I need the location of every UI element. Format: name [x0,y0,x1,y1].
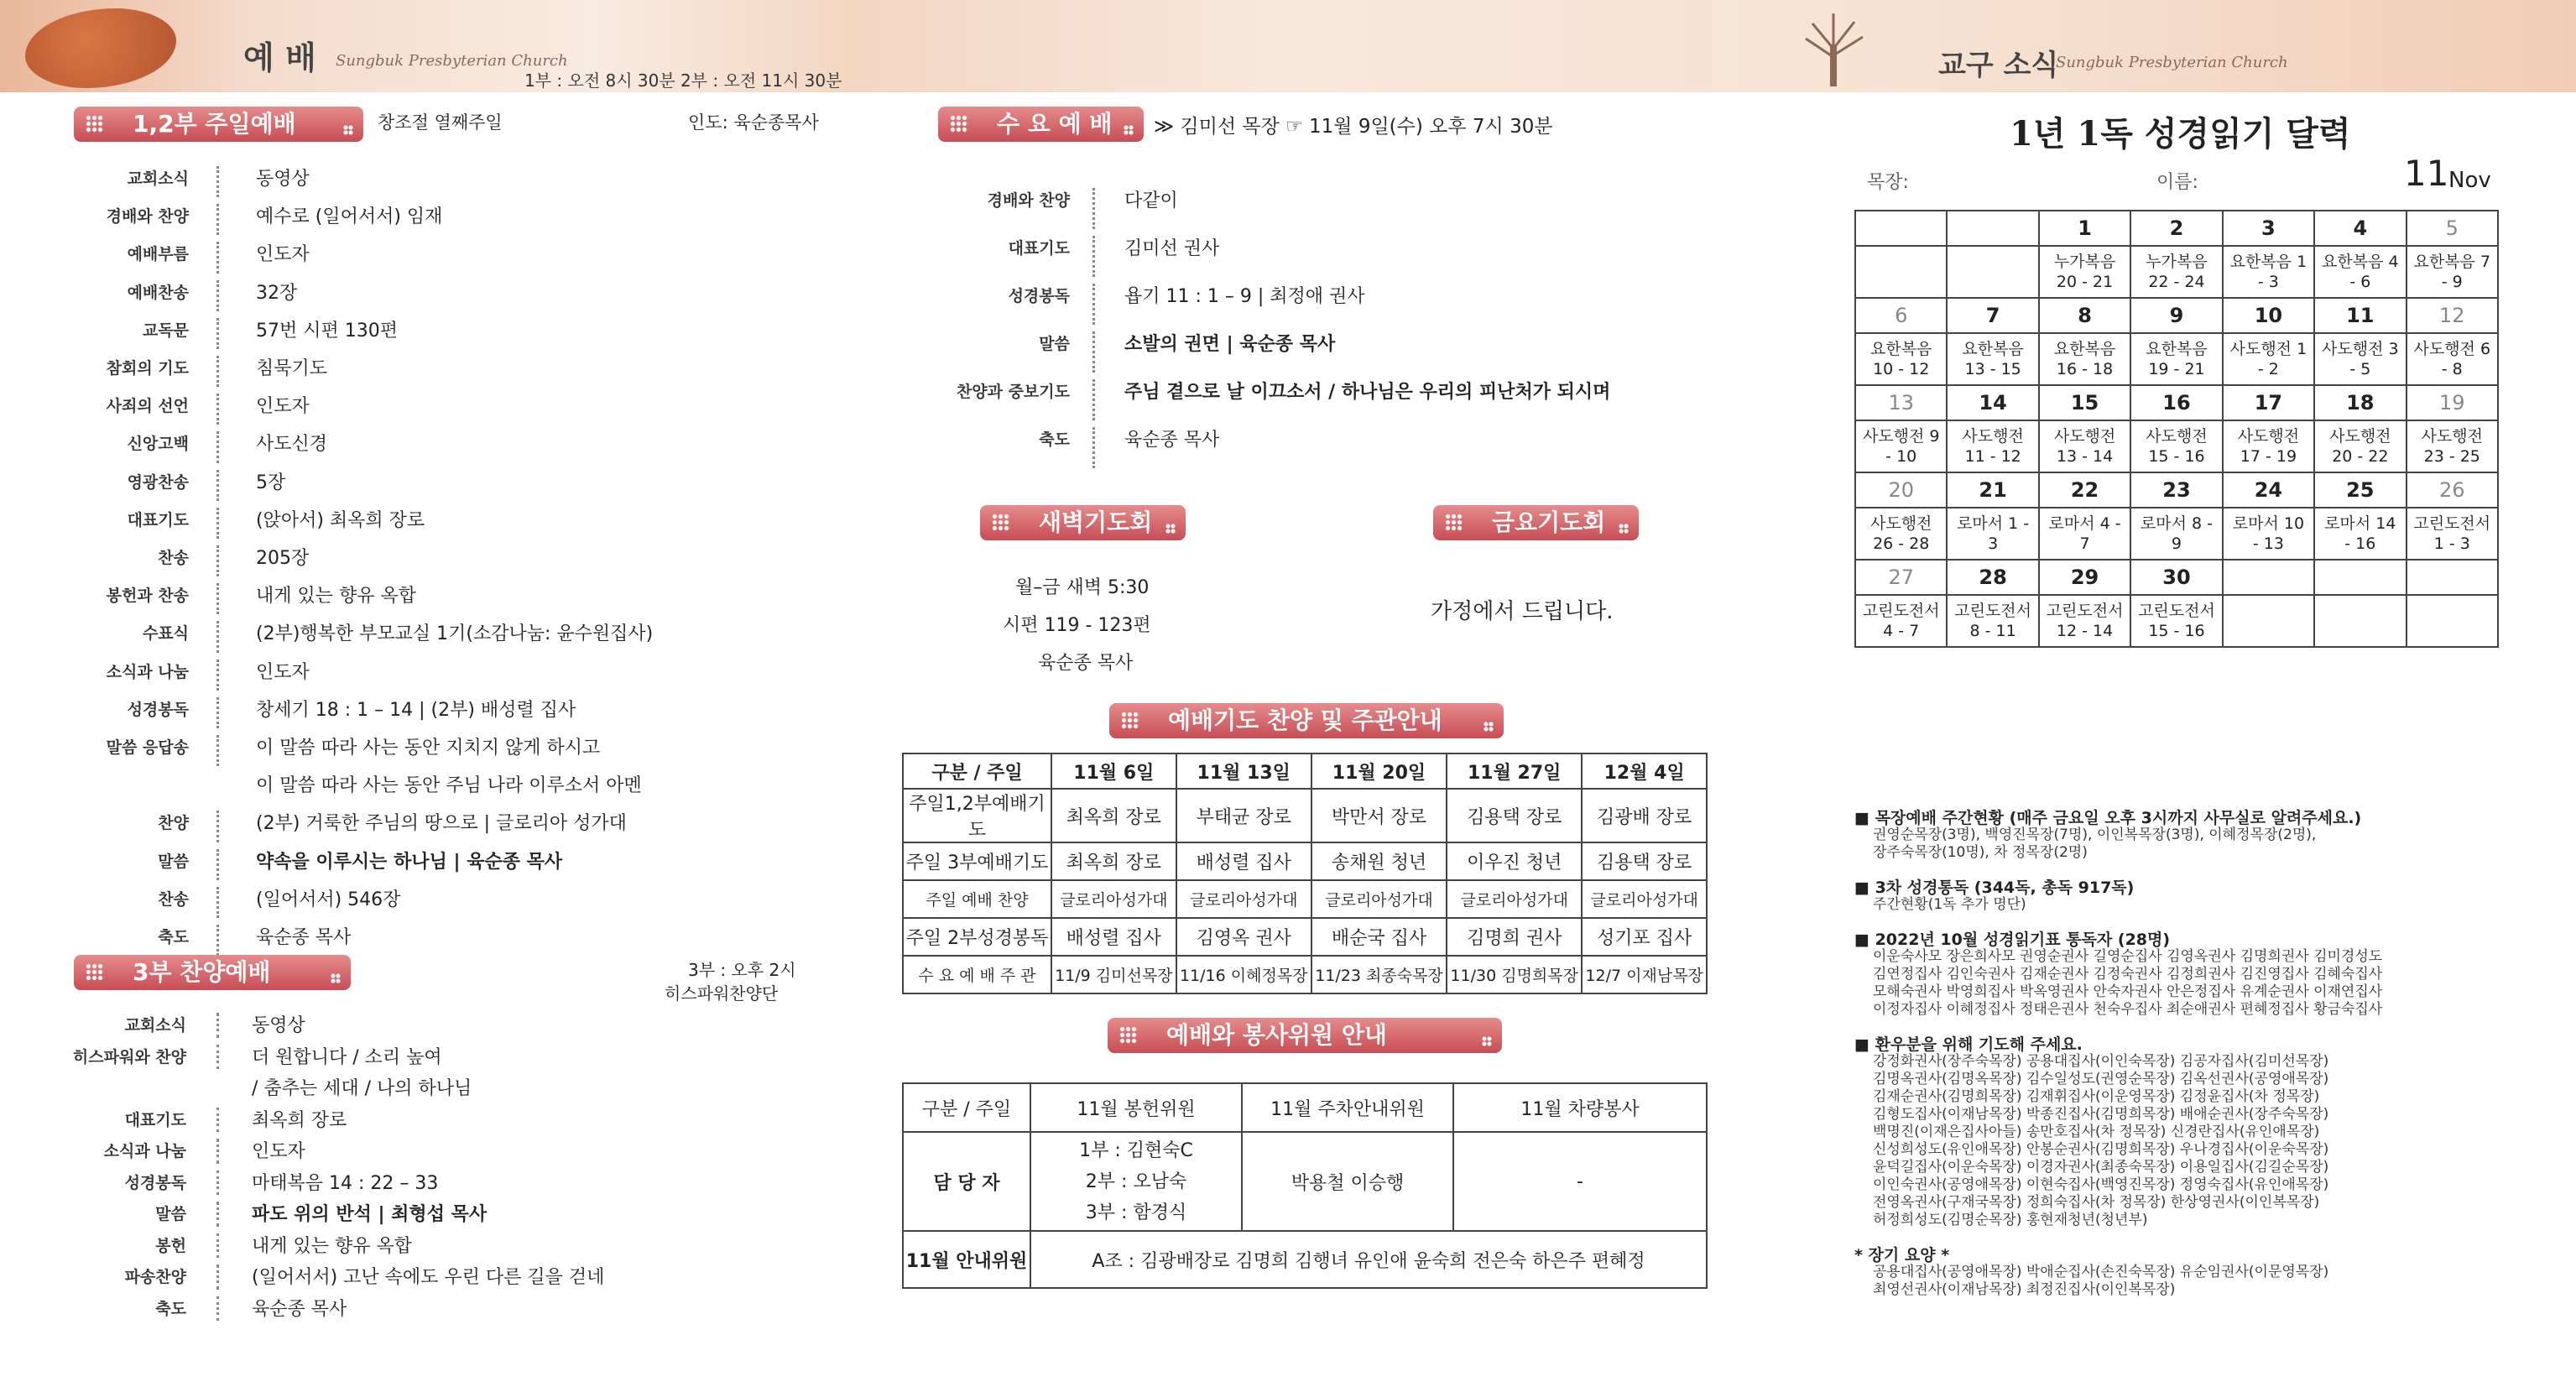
section-pill-wednesday: 수 요 예 배 [938,107,1144,142]
calendar-reading [2223,595,2314,647]
news-heading: * 장기 요양 * [1854,1246,1950,1264]
order-label: 찬양 [158,814,189,833]
calendar-day: 15 [2039,385,2130,420]
order-label: 교회소식 [124,1016,186,1035]
dotted-divider [216,508,224,539]
calendar-day: 23 [2130,472,2222,508]
duty-head-cell: 11월 6일 [1051,753,1176,789]
praise-time: 3부 : 오후 2시 [688,960,796,980]
calendar-reading: 요한복음 1 - 3 [2223,246,2314,298]
duty-cell: 글로리아성가대 [1051,880,1176,918]
dotted-divider [1092,188,1100,229]
month-number: 11 [2404,153,2449,194]
order-value: 소발의 권면 | 육순종 목사 [1124,334,1336,355]
order-value: 사도신경 [256,434,328,456]
calendar-reading: 로마서 8 - 9 [2130,508,2222,560]
calendar-day: 27 [1855,560,1947,595]
order-label: 대표기도 [124,1110,186,1129]
duty-cell: 김영옥 권사 [1176,918,1311,956]
order-value: 32장 [256,282,298,304]
dawn-line-3: 육순종 목사 [1038,653,1134,674]
serve-head-cell: 11월 차량봉사 [1453,1083,1707,1132]
calendar-reading: 요한복음 13 - 15 [1947,333,2038,385]
dotted-divider [216,1202,224,1227]
dotted-divider [216,925,224,956]
calendar-day [2223,560,2314,595]
calendar-reading [1947,246,2038,298]
duty-cell: 배성렬 집사 [1051,918,1176,956]
duty-cell: 김명희 권사 [1447,918,1582,956]
calendar-reading: 고린도전서 8 - 11 [1947,595,2038,647]
order-value: 욥기 11 : 1 – 9 | 최정애 권사 [1124,286,1365,307]
order-label: 참회의 기도 [106,359,189,378]
duty-cell: 11/30 김명희목장 [1447,956,1582,993]
duty-cell: 12/7 이재남목장 [1582,956,1707,993]
calendar-reading: 사도행전 15 - 16 [2130,420,2222,472]
calendar-day: 2 [2130,211,2222,246]
duty-cell: 김용택 장로 [1582,842,1707,880]
dotted-divider [216,545,224,576]
calendar-day: 1 [2039,211,2130,246]
order-value: (일어서서) 고난 속에도 우린 다른 길을 걷네 [252,1267,605,1288]
duty-cell: 11/16 이혜정목장 [1176,956,1311,993]
order-label: 대표기도 [1008,239,1070,258]
order-label: 교독문 [142,321,189,340]
calendar-day: 17 [2223,385,2314,420]
calendar-reading [2407,595,2498,647]
duty-cell: 배성렬 집사 [1176,842,1311,880]
dotted-divider [216,1013,224,1038]
order-value: 인도자 [256,396,310,418]
calendar-day: 14 [1947,385,2038,420]
calendar-reading: 고린도전서 4 - 7 [1855,595,1947,647]
calendar-day: 10 [2223,298,2314,333]
order-value: 57번 시편 130편 [256,320,398,342]
calendar-reading: 고린도전서 15 - 16 [2130,595,2222,647]
calendar-day: 19 [2407,385,2498,420]
calendar-day: 13 [1855,385,1947,420]
order-value: 마태복음 14 : 22 – 33 [252,1172,439,1194]
calendar-reading: 고린도전서 1 - 3 [2407,508,2498,560]
calendar-day: 12 [2407,298,2498,333]
duty-cell: 김용택 장로 [1447,789,1582,842]
order-value: 최옥희 장로 [252,1109,347,1131]
offering-member: 2부 : 오남숙 [1085,1171,1187,1192]
section-pill-dawn: 새벽기도회 [980,505,1186,540]
news-heading: ■ 3차 성경통독 (344독, 총독 917독) [1854,879,2135,897]
duty-table [902,753,1708,994]
parking-members: 박용철 이승행 [1242,1132,1453,1231]
order-value: 육순종 목사 [256,927,352,948]
order-label: 사죄의 선언 [106,397,189,416]
dotted-divider [1092,236,1100,277]
dotted-divider [216,660,224,691]
order-value: 창세기 18 : 1 – 14 | (2부) 배성렬 집사 [256,699,576,721]
order-value: 약속을 이루시는 하나님 | 육순종 목사 [256,851,563,873]
order-value: 205장 [256,548,310,569]
name-label: 이름: [2156,172,2198,193]
duty-head-cell: 11월 13일 [1176,753,1311,789]
order-label: 성경봉독 [124,1173,186,1192]
calendar-day: 11 [2314,298,2406,333]
order-value: 예수로 (일어서서) 임재 [256,206,443,228]
serve-row-label: 담 당 자 [903,1132,1030,1231]
worship-times: 1부 : 오전 8시 30분 2부 : 오전 11시 30분 [524,70,842,91]
duty-cell: 이우진 청년 [1447,842,1582,880]
order-label: 히스파워와 찬양 [72,1047,186,1066]
duty-cell: 최옥희 장로 [1051,789,1176,842]
news-line: 공용대집사(공영애목장) 박애순집사(손진숙목장) 유순임권사(이문영목장) [1873,1264,2329,1280]
order-label: 봉헌 [155,1236,186,1255]
duty-head-cell: 구분 / 주일 [903,753,1051,789]
dotted-divider [216,811,224,842]
dotted-divider [216,394,224,425]
calendar-day: 26 [2407,472,2498,508]
order-label: 교회소식 [127,169,189,188]
calendar-reading: 사도행전 11 - 12 [1947,420,2038,472]
order-value: 파도 위의 반석 | 최형섭 목사 [252,1204,488,1225]
sunday-leader: 인도: 육순종목사 [688,112,819,133]
duty-head-cell: 11월 27일 [1447,753,1582,789]
dawn-line-2: 시편 119 - 123편 [1003,615,1151,636]
section-pill-serve: 예배와 봉사위원 안내 [1108,1018,1502,1053]
order-value: (2부)행복한 부모교실 1기(소감나눔: 윤수원집사) [256,623,654,645]
news-line: 신성희성도(유인애목장) 안봉순권사(김명희목장) 우나경집사(이운숙목장) [1873,1141,2329,1158]
duty-cell: 글로리아성가대 [1311,880,1447,918]
calendar-day [2314,560,2406,595]
order-label: 경배와 찬양 [987,191,1070,210]
dotted-divider [216,356,224,387]
duty-cell: 11/23 최종숙목장 [1311,956,1447,993]
calendar-reading: 사도행전 1 - 2 [2223,333,2314,385]
dotted-divider [216,583,224,614]
order-label: 말씀 응답송 [106,738,189,757]
dotted-divider [216,166,224,197]
news-line: 이운숙사모 장은희사모 권영순권사 길영순집사 김영옥권사 김명희권사 김미경성도 [1873,948,2383,965]
calendar-reading: 사도행전 3 - 5 [2314,333,2406,385]
calendar-reading: 로마서 10 - 13 [2223,508,2314,560]
order-value: 내게 있는 향유 옥합 [256,586,416,607]
duty-cell: 주일 3부예배기도 [903,842,1051,880]
news-line: 이정자집사 이혜정집사 정태은권사 천숙우집사 최순애권사 편혜정집사 황금숙집사 [1873,1001,2383,1018]
season-subtitle: 창조절 열째주일 [378,112,503,133]
serve-head-cell: 11월 봉헌위원 [1030,1083,1242,1132]
duty-cell: 글로리아성가대 [1176,880,1311,918]
calendar-reading: 요한복음 19 - 21 [2130,333,2222,385]
praise-team: 히스파워찬양단 [665,983,779,1004]
order-value: 다같이 [1124,190,1178,211]
order-label: 축도 [158,928,189,946]
order-label: 예배찬송 [127,283,189,302]
calendar-day: 21 [1947,472,2038,508]
calendar-reading: 요한복음 10 - 12 [1855,333,1947,385]
right-header-banner [1712,0,2576,92]
section-pill-duty: 예배기도 찬양 및 주관안내 [1109,703,1504,738]
serve-table [902,1082,1708,1289]
order-label: 성경봉독 [1008,287,1070,305]
duty-cell: 주일1,2부예배기도 [903,789,1051,842]
dotted-divider [1092,379,1100,420]
vehicle-members: - [1453,1132,1707,1231]
duty-cell: 성기포 집사 [1582,918,1707,956]
dotted-divider [216,280,224,311]
tree-icon [1796,7,1871,86]
calendar-day: 29 [2039,560,2130,595]
news-line: 주간현황(1독 추가 명단) [1873,896,2026,913]
calendar-reading: 로마서 14 - 16 [2314,508,2406,560]
calendar-day: 24 [2223,472,2314,508]
order-label: 찬송 [158,889,189,909]
order-label: 소식과 나눔 [103,1142,186,1160]
order-label: 찬양과 중보기도 [956,383,1070,401]
duty-cell: 글로리아성가대 [1582,880,1707,918]
calendar-day: 8 [2039,298,2130,333]
parish-news-title: 교구 소식 [1938,49,2059,82]
calendar-day: 4 [2314,211,2406,246]
order-label: 영광찬송 [127,472,189,492]
news-heading: ■ 2022년 10월 성경읽기표 통독자 (28명) [1854,931,2171,949]
order-value: 5장 [256,472,286,493]
order-value: (일어서서) 546장 [256,889,401,910]
order-label: 축도 [1039,430,1070,449]
calendar-day: 5 [2407,211,2498,246]
serve-head-cell: 11월 주차안내위원 [1242,1083,1453,1132]
offering-member: 3부 : 함경식 [1085,1202,1187,1223]
order-value: 동영상 [252,1015,305,1036]
order-value: 동영상 [256,169,310,190]
friday-line: 가정에서 드립니다. [1431,599,1614,624]
calendar-reading: 사도행전 26 - 28 [1855,508,1947,560]
dotted-divider [216,242,224,273]
dotted-divider [216,849,224,880]
calendar-reading: 요한복음 16 - 18 [2039,333,2130,385]
section-pill-friday: 금요기도회 [1433,505,1639,540]
dotted-divider [216,1233,224,1259]
calendar-day: 30 [2130,560,2222,595]
dawn-line-1: 월–금 새벽 5:30 [1015,577,1150,598]
month-name: Nov [2448,168,2491,193]
calendar-title: 1년 1독 성경읽기 달력 [2010,114,2351,154]
order-value: (앉아서) 최옥희 장로 [256,509,425,531]
duty-cell: 글로리아성가대 [1447,880,1582,918]
order-label: 경배와 찬양 [106,207,189,227]
duty-cell: 수 요 예 배 주 관 [903,956,1051,993]
dotted-divider [1092,427,1100,468]
order-label: 말씀 [158,852,189,871]
order-label: 수표식 [142,624,189,644]
dotted-divider [1092,331,1100,373]
offering-member: 1부 : 김현숙C [1079,1139,1193,1161]
news-line: 최영선권사(이재남목장) 최정진집사(이인복목장) [1873,1281,2176,1298]
news-line: 김명옥권사(김명옥목장) 김수일성도(권영순목장) 김옥선권사(공영애목장) [1873,1071,2329,1087]
calendar-day [1855,211,1947,246]
news-line: 백명진(이재은집사아들) 송만호집사(차 정목장) 신경란집사(유인애목장) [1873,1124,2320,1140]
order-value: 주님 곁으로 날 이끄소서 / 하나님은 우리의 피난처가 되시며 [1124,382,1611,403]
news-heading: ■ 목장예배 주간현황 (매주 금요일 오후 3시까지 사무실로 알려주세요.) [1854,809,2362,827]
duty-cell: 부태균 장로 [1176,789,1311,842]
order-label: 축도 [155,1299,186,1318]
order-value: 육순종 목사 [252,1298,347,1320]
order-value: 인도자 [256,661,310,683]
serve-head-cell: 구분 / 주일 [903,1083,1030,1132]
calendar-reading: 로마서 4 - 7 [2039,508,2130,560]
dotted-divider [216,470,224,501]
calendar-reading: 고린도전서 12 - 14 [2039,595,2130,647]
leaf-icon [25,8,176,88]
calendar-day: 7 [1947,298,2038,333]
dotted-divider [216,1296,224,1322]
serve-row-label: 11월 안내위원 [903,1231,1030,1288]
order-value: 김미선 권사 [1124,238,1220,259]
calendar-day: 25 [2314,472,2406,508]
news-heading: ■ 환우분을 위해 기도해 주세요. [1854,1035,2083,1054]
dotted-divider [216,735,224,766]
dotted-divider [216,1139,224,1164]
news-line: 김재순권사(김명희목장) 김재휘집사(이운영목장) 김정윤집사(차 정목장) [1873,1088,2320,1105]
order-value: 인도자 [252,1141,305,1162]
dotted-divider [216,1171,224,1196]
news-line: 김연정집사 김인숙권사 김재순권사 김정숙권사 김정희권사 김진영집사 김혜숙집사 [1873,966,2383,983]
order-label: 대표기도 [127,510,189,529]
church-script-name-right: Sungbuk Presbyterian Church [2056,54,2288,71]
order-value: 이 말씀 따라 사는 동안 주님 나라 이루소서 아멘 [256,775,642,797]
calendar-day: 20 [1855,472,1947,508]
order-label: 말씀 [155,1205,186,1223]
order-value: 침묵기도 [256,358,328,379]
church-script-name: Sungbuk Presbyterian Church [336,52,568,70]
news-line: 허정희성도(김명순목장) 홍현재청년(청년부) [1873,1212,2148,1228]
order-value: 육순종 목사 [1124,430,1220,451]
calendar-reading: 사도행전 9 - 10 [1855,420,1947,472]
duty-head-cell: 12월 4일 [1582,753,1707,789]
order-label: 말씀 [1039,335,1070,353]
mokjang-label: 목장: [1867,172,1909,193]
dotted-divider [216,1045,224,1070]
order-value: 인도자 [256,244,310,266]
calendar-day: 6 [1855,298,1947,333]
calendar-day: 16 [2130,385,2222,420]
calendar-reading: 사도행전 13 - 14 [2039,420,2130,472]
calendar-day: 18 [2314,385,2406,420]
section-pill-praise: 3부 찬양예배 [74,955,351,990]
calendar-reading: 사도행전 20 - 22 [2314,420,2406,472]
order-value: 내게 있는 향유 옥합 [252,1235,412,1257]
duty-cell: 송채원 청년 [1311,842,1447,880]
dotted-divider [216,697,224,728]
calendar-reading: 사도행전 6 - 8 [2407,333,2498,385]
news-line: 권영순목장(3명), 백영진목장(7명), 이인복목장(3명), 이혜정목장(2명), [1873,826,2317,843]
dotted-divider [216,621,224,652]
duty-cell: 주일 예배 찬양 [903,880,1051,918]
news-line: 윤덕길집사(이운숙목장) 이경자권사(최종숙목장) 이용일집사(김길순목장) [1873,1159,2329,1176]
calendar-reading [1855,246,1947,298]
order-value: 이 말씀 따라 사는 동안 지치지 않게 하시고 [256,738,601,759]
order-label: 소식과 나눔 [106,662,189,681]
calendar-reading: 누가복음 20 - 21 [2039,246,2130,298]
worship-header-title: 예 배 [243,39,316,76]
dotted-divider [216,318,224,349]
middle-header-banner [847,0,1712,92]
calendar-day [1947,211,2038,246]
section-pill-sunday: 1,2부 주일예배 [74,107,363,142]
wednesday-info: ≫ 김미선 목장 ☞ 11월 9일(수) 오후 7시 30분 [1154,116,1553,138]
left-header-banner [0,0,847,92]
dotted-divider [216,1264,224,1290]
dotted-divider [216,887,224,918]
order-label: 파송찬양 [124,1268,186,1286]
calendar-reading [2314,595,2406,647]
duty-head-cell: 11월 20일 [1311,753,1447,789]
dotted-divider [216,431,224,462]
news-line: 이인숙권사(공영애목장) 이현숙집사(백영진목장) 정영숙집사(유인애목장) [1873,1176,2329,1193]
news-line: 장주숙목장(10명), 차 정목장(2명) [1873,844,2088,861]
calendar-reading: 요한복음 7 - 9 [2407,246,2498,298]
calendar-reading: 사도행전 23 - 25 [2407,420,2498,472]
news-line: 강정화권사(장주숙목장) 공용대집사(이인숙목장) 김공자집사(김미선목장) [1873,1053,2329,1070]
news-line: 모해숙권사 박영희집사 박옥영권사 안숙자권사 안은정집사 유계순권사 이재연집사 [1873,983,2383,1000]
news-line: 전영옥권사(구재국목장) 정희숙집사(차 정목장) 한상영권사(이인복목장) [1873,1194,2320,1211]
duty-cell: 김광배 장로 [1582,789,1707,842]
duty-cell: 박만서 장로 [1311,789,1447,842]
calendar-reading: 누가복음 22 - 24 [2130,246,2222,298]
duty-cell: 배순국 집사 [1311,918,1447,956]
dotted-divider [1092,284,1100,325]
calendar-reading: 사도행전 17 - 19 [2223,420,2314,472]
dotted-divider [216,204,224,235]
order-label: 찬송 [158,549,189,567]
news-line: 김형도집사(이재남목장) 박종진집사(김명희목장) 배애순권사(장주숙목장) [1873,1106,2329,1123]
calendar-day: 22 [2039,472,2130,508]
order-value: / 춤추는 세대 / 나의 하나님 [252,1078,472,1099]
reading-calendar [1854,210,2499,648]
order-label: 성경봉독 [127,700,189,719]
calendar-reading: 로마서 1 - 3 [1947,508,2038,560]
calendar-reading: 요한복음 4 - 6 [2314,246,2406,298]
duty-cell: 11/9 김미선목장 [1051,956,1176,993]
duty-cell: 주일 2부성경봉독 [903,918,1051,956]
calendar-day: 3 [2223,211,2314,246]
order-value: 더 원합니다 / 소리 높여 [252,1046,442,1068]
calendar-day [2407,560,2498,595]
order-label: 예배부름 [127,245,189,264]
order-label: 신앙고백 [127,435,189,454]
order-value: (2부) 거룩한 주님의 땅으로 | 글로리아 성가대 [256,813,627,835]
order-label: 봉헌과 찬송 [106,587,189,606]
duty-cell: 최옥희 장로 [1051,842,1176,880]
usher-members: A조 : 김광배장로 김명희 김행녀 유인애 윤숙희 전은숙 하은주 편혜정 [1030,1231,1707,1288]
calendar-day: 9 [2130,298,2222,333]
calendar-day: 28 [1947,560,2038,595]
dotted-divider [216,1108,224,1133]
